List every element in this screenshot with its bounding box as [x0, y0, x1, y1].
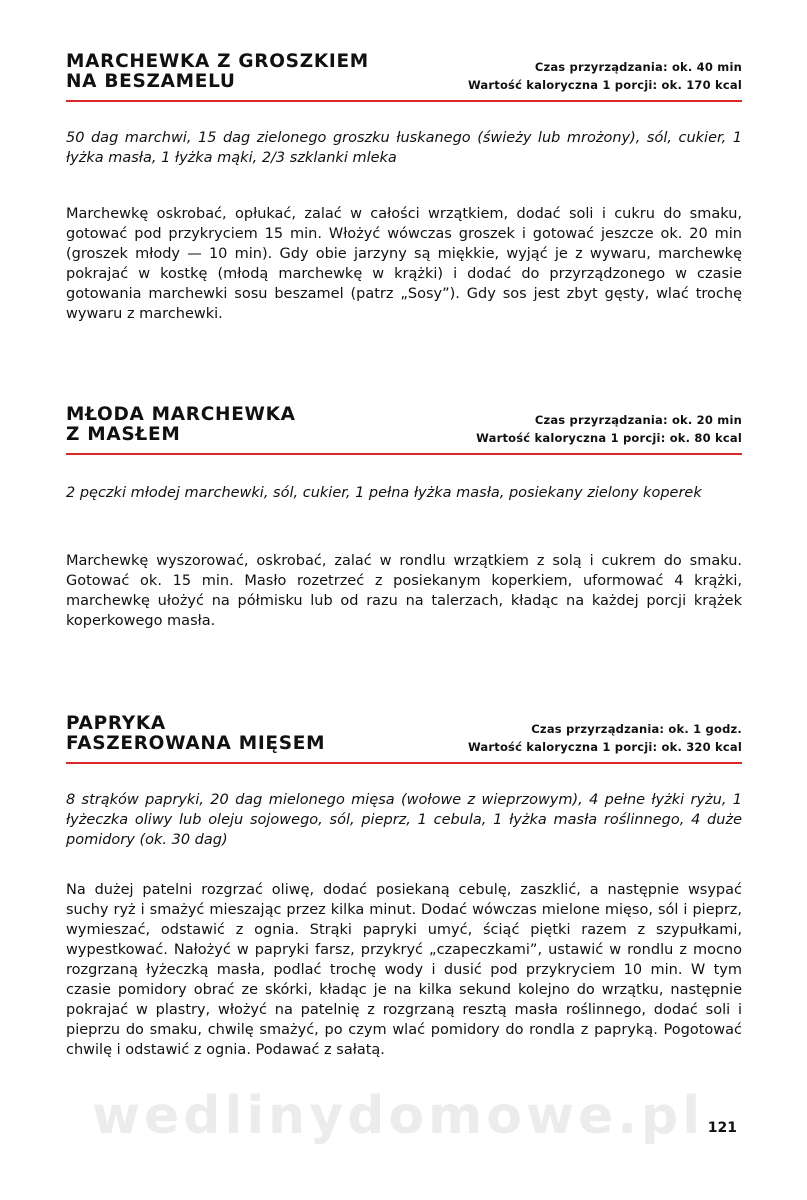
- prep-time: Czas przyrządzania: ok. 1 godz.: [531, 722, 742, 736]
- page-number: 121: [707, 1120, 737, 1136]
- recipe-marchewka-z-groszkiem: [66, 51, 742, 322]
- method-text: Na dużej patelni rozgrzać oliwę, dodać posiekaną cebulę, zaszklić, a następnie wsypać suchy ryż i smażyć mieszając przez kilka minut. Dodać wówczas mielone mięso, sól i pieprz, wymieszać, odstawić z ognia. Strąki papryki umyć, ściąć piętki razem z szypułkami, wypestkować. Nałożyć w papryki farsz, przykryć „czapeczkami”, ustawić w rondlu z mocno rozgrzaną łyżeczką masła, podlać trochę wody i dusić pod przykryciem 10 min. W tym czasie pomidory obrać ze skórki, kładąc je na kilka sekund kolejno do wrzątku, następnie pokrajać w plastry, włożyć na patelnię z rozgrzaną resztą masła roślinnego, dodać soli i pieprzu do smaku, chwilę smażyć, po czym wlać pomidory do rondla z papryką. Pogotować chwilę i odstawić z ognia. Podawać z sałatą.: [66, 882, 742, 1058]
- recipe-meta: [468, 720, 742, 756]
- recipe-title-line1: PAPRYKA: [66, 713, 166, 734]
- ingredients-text: 2 pęczki młodej marchewki, sól, cukier, 1 pełna łyżka masła, posiekany zielony koperek: [66, 485, 702, 501]
- recipe-header: [66, 405, 742, 451]
- prep-time: Czas przyrządzania: ok. 20 min: [534, 413, 742, 427]
- recipe-title-line2: Z MASŁEM: [66, 424, 181, 445]
- recipe-meta: [476, 411, 742, 447]
- header-rule: [66, 762, 742, 764]
- recipe-meta: [468, 58, 742, 94]
- recipe-title-line1: MŁODA MARCHEWKA: [66, 404, 296, 425]
- recipe-title: [66, 714, 325, 754]
- ingredients-text: 50 dag marchwi, 15 dag zielonego groszku łuskanego (świeży lub mrożony), sól, cukier, 1 łyżka masła, 1 łyżka mąki, 2/3 szklanki mleka: [66, 130, 742, 166]
- recipe-title-line2: FASZEROWANA MIĘSEM: [66, 733, 326, 754]
- header-rule: [66, 453, 742, 455]
- method-text: Marchewkę wyszorować, oskrobać, zalać w rondlu wrzątkiem z solą i cukrem do smaku. Gotować ok. 15 min. Masło rozetrzeć z posiekanym koperkiem, uformować 4 krążki, marchewkę ułożyć na półmisku lub od razu na talerzach, kładąc na każdej porcji krążek koperkowego masła.: [66, 553, 742, 629]
- recipe-header: [66, 52, 742, 98]
- recipe-title: [66, 52, 369, 92]
- recipe-papryka-faszerowana: [66, 713, 742, 1058]
- header-rule: [66, 100, 742, 102]
- recipe-title-line2: NA BESZAMELU: [66, 71, 236, 92]
- calories: Wartość kaloryczna 1 porcji: ok. 80 kcal: [476, 431, 742, 445]
- ingredients-text: 8 strąków papryki, 20 dag mielonego mięsa (wołowe z wieprzowym), 4 pełne łyżki ryżu, 1 łyżeczka oliwy lub oleju sojowego, sól, pieprz, 1 cebula, 1 łyżka masła roślinnego, 4 duże pomidory (ok. 30 dag): [66, 792, 742, 848]
- recipe-mloda-marchewka: [66, 404, 742, 629]
- recipe-title: [66, 405, 296, 445]
- prep-time: Czas przyrządzania: ok. 40 min: [534, 60, 742, 74]
- recipe-header: [66, 714, 742, 760]
- watermark: wedlinydomowe.pl: [92, 1086, 705, 1146]
- calories: Wartość kaloryczna 1 porcji: ok. 320 kcal: [467, 740, 742, 754]
- recipe-title-line1: MARCHEWKA Z GROSZKIEM: [66, 51, 369, 72]
- method-text: Marchewkę oskrobać, opłukać, zalać w całości wrzątkiem, dodać soli i cukru do smaku, gotować pod przykryciem 15 min. Włożyć wówczas groszek i gotować jeszcze ok. 20 min (groszek młody — 10 min). Gdy obie jarzyny są miękkie, wyjąć je z wywaru, marchewkę pokrajać w kostkę (młodą marchewkę w krążki) i dodać do przyrządzonego w czasie gotowania marchewki sosu beszamel (patrz „Sosy”). Gdy sos jest zbyt gęsty, wlać trochę wywaru z marchewki.: [66, 206, 742, 322]
- calories: Wartość kaloryczna 1 porcji: ok. 170 kcal: [467, 78, 742, 92]
